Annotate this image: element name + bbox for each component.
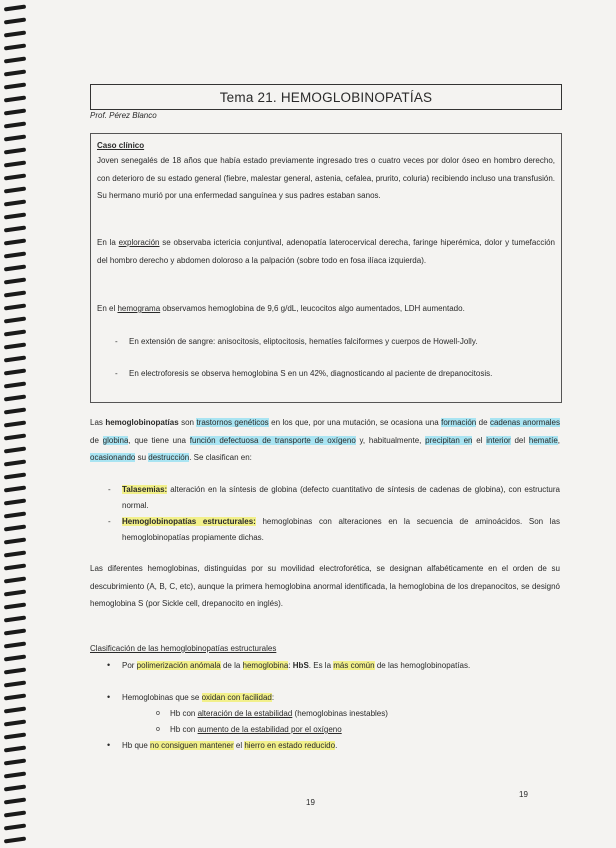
page-number-right: 19: [519, 790, 528, 799]
page-number-center: 19: [306, 798, 315, 807]
type-item-structural: - Hemoglobinopatías estructurales: hemoglobinas con alteraciones en la secuencia de aminoácidos. Son las hemoglobinopatías propiamente dichas.: [108, 517, 561, 542]
classification-bullet: • Hemoglobinas que se oxidan con facilidad:: [107, 692, 275, 702]
binding-coil: [4, 264, 26, 271]
binding-coil: [4, 576, 26, 583]
binding-coil: [4, 615, 26, 622]
binding-coil: [4, 537, 26, 544]
binding-coil: [4, 95, 26, 102]
page-title: Tema 21. HEMOGLOBINOPATÍAS: [90, 84, 562, 110]
binding-coil: [4, 446, 26, 453]
binding-coil: [4, 43, 26, 50]
binding-coil: [4, 147, 26, 154]
binding-coil: [4, 693, 26, 700]
binding-coil: [4, 108, 26, 115]
binding-coil: [4, 173, 26, 180]
case-paragraph-2: En la exploración se observaba ictericia conjuntival, adenopatía laterocervical derecha, faringe hiperémica, dolor y tumefacción del hombro derecho y abdomen doloroso a la palpación (sobre todo en fosa ilíaca izquierda).: [97, 238, 555, 265]
binding-coil: [4, 550, 26, 557]
binding-coil: [4, 134, 26, 141]
classification-sub-item: o Hb con alteración de la estabilidad (hemoglobinas inestables): [156, 709, 388, 718]
binding-coil: [4, 212, 26, 219]
binding-coil: [4, 719, 26, 726]
case-list-item: - En extensión de sangre: anisocitosis, eliptocitosis, hematíes falciformes y cuerpos de Howell-Jolly.: [115, 337, 478, 346]
binding-coil: [4, 667, 26, 674]
binding-coil: [4, 628, 26, 635]
binding-coil: [4, 30, 26, 37]
binding-coil: [4, 459, 26, 466]
binding-coil: [4, 160, 26, 167]
binding-coil: [4, 524, 26, 531]
binding-coil: [4, 680, 26, 687]
binding-coil: [4, 4, 26, 11]
binding-coil: [4, 290, 26, 297]
document-page: [32, 0, 616, 848]
binding-coil: [4, 602, 26, 609]
binding-coil: [4, 121, 26, 128]
binding-coil: [4, 563, 26, 570]
binding-coil: [4, 498, 26, 505]
binding-coil: [4, 771, 26, 778]
binding-coil: [4, 82, 26, 89]
binding-coil: [4, 797, 26, 804]
binding-coil: [4, 823, 26, 830]
binding-coil: [4, 485, 26, 492]
binding-coil: [4, 186, 26, 193]
binding-coil: [4, 277, 26, 284]
binding-coil: [4, 472, 26, 479]
binding-coil: [4, 342, 26, 349]
binding-coil: [4, 511, 26, 518]
binding-coil: [4, 368, 26, 375]
spiral-binding: [0, 0, 30, 848]
naming-paragraph: Las diferentes hemoglobinas, distinguidas por su movilidad electroforética, se designan alfabéticamente en el orden de su descubrimiento (A, B, C, etc), aunque la primera hemoglobina anormal identificada, la hemoglobina de los drepanocitos, se designó hemoglobina S (por Sickle cell, drepanocito en inglés).: [90, 564, 560, 608]
binding-coil: [4, 355, 26, 362]
classification-heading: Clasificación de las hemoglobinopatías estructurales: [90, 644, 277, 653]
case-paragraph-1: Joven senegalés de 18 años que había estado previamente ingresado tres o cuatro veces por dolor óseo en hombro derecho, con deterioro de su estado general (fiebre, malestar general, astenia, cefalea, prurito, coluria) recibiendo incluso una transfusión. Su hermano murió por una enfermedad sanguínea y sus padres estaban sanos.: [97, 156, 555, 200]
type-item-talasemias: - Talasemias: alteración en la síntesis de globina (defecto cuantitativo de síntesis de cadenas de globina), con estructura normal.: [108, 485, 560, 510]
binding-coil: [4, 589, 26, 596]
binding-coil: [4, 433, 26, 440]
binding-coil: [4, 745, 26, 752]
binding-coil: [4, 17, 26, 24]
binding-coil: [4, 784, 26, 791]
binding-coil: [4, 56, 26, 63]
binding-coil: [4, 810, 26, 817]
clinical-case-box: [90, 133, 562, 403]
binding-coil: [4, 420, 26, 427]
binding-coil: [4, 758, 26, 765]
binding-coil: [4, 641, 26, 648]
binding-coil: [4, 251, 26, 258]
binding-coil: [4, 836, 26, 843]
binding-coil: [4, 329, 26, 336]
binding-coil: [4, 199, 26, 206]
binding-coil: [4, 381, 26, 388]
binding-coil: [4, 706, 26, 713]
author-line: Prof. Pérez Blanco: [90, 111, 157, 120]
case-paragraph-3: En el hemograma observamos hemoglobina de 9,6 g/dL, leucocitos algo aumentados, LDH aumentado.: [97, 304, 465, 313]
case-list-item: - En electroforesis se observa hemoglobina S en un 42%, diagnosticando al paciente de drepanocitosis.: [115, 369, 493, 378]
binding-coil: [4, 654, 26, 661]
binding-coil: [4, 303, 26, 310]
classification-bullet: • Hb que no consiguen mantener el hierro en estado reducido.: [107, 740, 338, 750]
binding-coil: [4, 394, 26, 401]
classification-sub-item: o Hb con aumento de la estabilidad por el oxígeno: [156, 725, 342, 734]
binding-coil: [4, 316, 26, 323]
classification-bullet: • Por polimerización anómala de la hemoglobina: HbS. Es la más común de las hemoglobinopatías.: [107, 660, 471, 670]
intro-paragraph: Las hemoglobinopatías son trastornos genéticos en los que, por una mutación, se ocasiona una formación de cadenas anormales de globina, que tiene una función defectuosa de transporte de oxígeno y, habitualmente, precipitan en el interior del hematíe, ocasionando su destrucción. Se clasifican en:: [90, 418, 561, 462]
binding-coil: [4, 732, 26, 739]
binding-coil: [4, 407, 26, 414]
binding-coil: [4, 225, 26, 232]
binding-coil: [4, 69, 26, 76]
case-heading: Caso clínico: [97, 141, 145, 150]
binding-coil: [4, 238, 26, 245]
